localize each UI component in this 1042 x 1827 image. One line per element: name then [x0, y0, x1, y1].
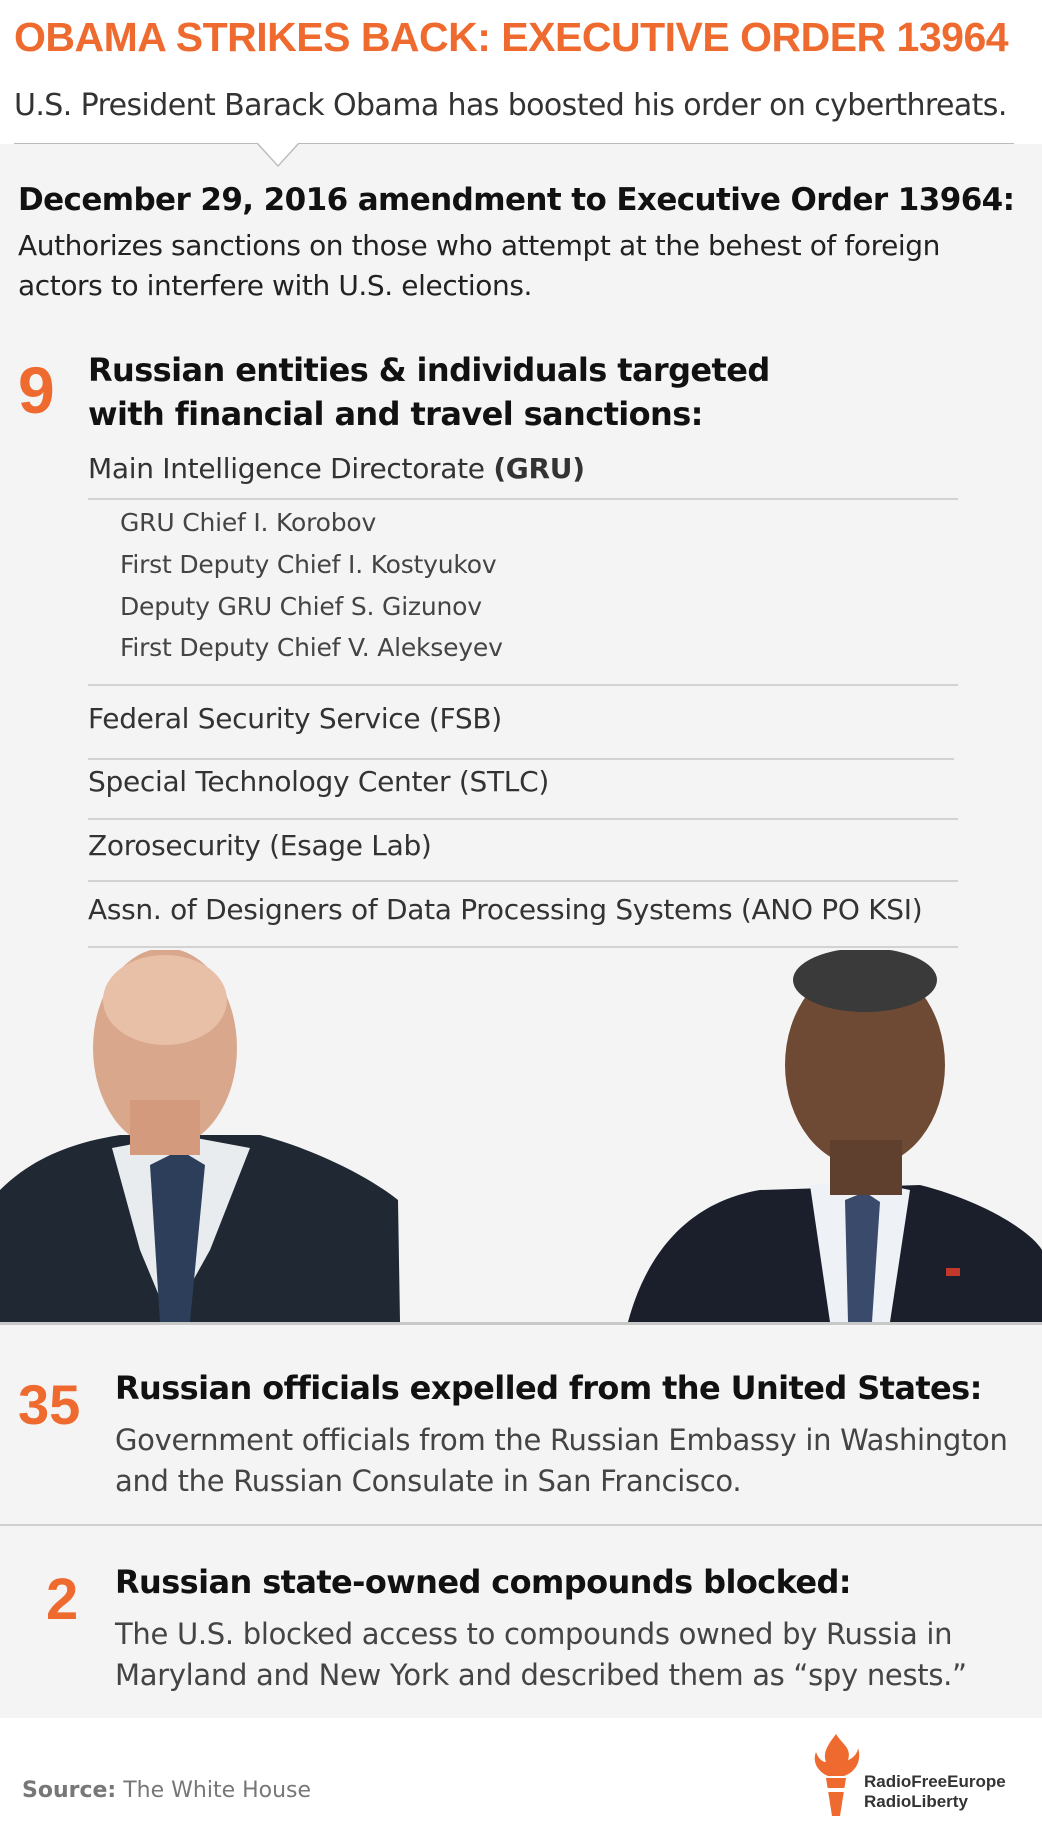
logo-line-2: RadioLiberty: [864, 1792, 968, 1811]
entity-gru-abbr: (GRU): [493, 452, 585, 485]
compounds-heading: Russian state-owned compounds blocked:: [115, 1563, 851, 1601]
logo-line-1: RadioFreeEurope: [864, 1772, 1006, 1791]
divider: [88, 946, 958, 948]
header-divider: [14, 143, 1014, 144]
amendment-line-1: Authorizes sanctions on those who attempt at the behest of foreign: [18, 229, 940, 262]
expelled-line-2: and the Russian Consulate in San Francisco.: [115, 1464, 742, 1498]
pointer-notch: [258, 143, 298, 165]
header: [0, 0, 1042, 145]
compounds-line-2: Maryland and New York and described them as “spy nests.”: [115, 1658, 967, 1692]
entity-item: Federal Security Service (FSB): [88, 702, 502, 735]
amendment-heading: December 29, 2016 amendment to Executive Order 13964:: [18, 182, 1015, 218]
source-label: Source:: [22, 1778, 117, 1803]
divider: [88, 758, 954, 760]
entity-gru: [88, 452, 585, 485]
sanctions-count: 9: [18, 353, 55, 427]
entity-item: Zorosecurity (Esage Lab): [88, 829, 432, 862]
sanctions-heading: [88, 348, 770, 436]
compounds-line-1: The U.S. blocked access to compounds owned by Russia in: [115, 1617, 953, 1651]
expelled-line-1: Government officials from the Russian Embassy in Washington: [115, 1423, 1008, 1457]
source-credit: [22, 1778, 311, 1803]
right-portrait-photo: [628, 950, 1042, 1322]
gru-official: Deputy GRU Chief S. Gizunov: [120, 592, 482, 621]
gru-official: First Deputy Chief V. Alekseyev: [120, 633, 503, 662]
entity-gru-name: Main Intelligence Directorate: [88, 452, 494, 485]
rferl-logo: [808, 1730, 1028, 1820]
amendment-line-2: actors to interfere with U.S. elections.: [18, 269, 533, 302]
compounds-body: [115, 1614, 967, 1696]
gru-official: First Deputy Chief I. Kostyukov: [120, 550, 497, 579]
divider: [88, 498, 958, 500]
sanctions-heading-line-2: with financial and travel sanctions:: [88, 395, 703, 433]
torch-icon: [808, 1730, 864, 1820]
source-value: The White House: [116, 1778, 312, 1803]
expelled-body: [115, 1420, 1008, 1502]
entity-item: Assn. of Designers of Data Processing Systems (ANO PO KSI): [88, 893, 923, 926]
divider: [88, 880, 958, 882]
expelled-count: 35: [18, 1373, 81, 1436]
divider: [88, 818, 958, 820]
compounds-count: 2: [46, 1567, 79, 1632]
divider: [88, 684, 958, 686]
page-title: OBAMA STRIKES BACK: EXECUTIVE ORDER 13964: [14, 14, 1009, 60]
expelled-heading: Russian officials expelled from the United States:: [115, 1369, 982, 1407]
page-subtitle: U.S. President Barack Obama has boosted his order on cyberthreats.: [14, 88, 1007, 123]
entity-item: Special Technology Center (STLC): [88, 765, 549, 798]
left-portrait-photo: [0, 950, 400, 1322]
sanctions-heading-line-1: Russian entities & individuals targeted: [88, 351, 770, 389]
amendment-body: [18, 226, 1018, 306]
portraits: [0, 950, 1042, 1324]
gru-official: GRU Chief I. Korobov: [120, 508, 377, 537]
